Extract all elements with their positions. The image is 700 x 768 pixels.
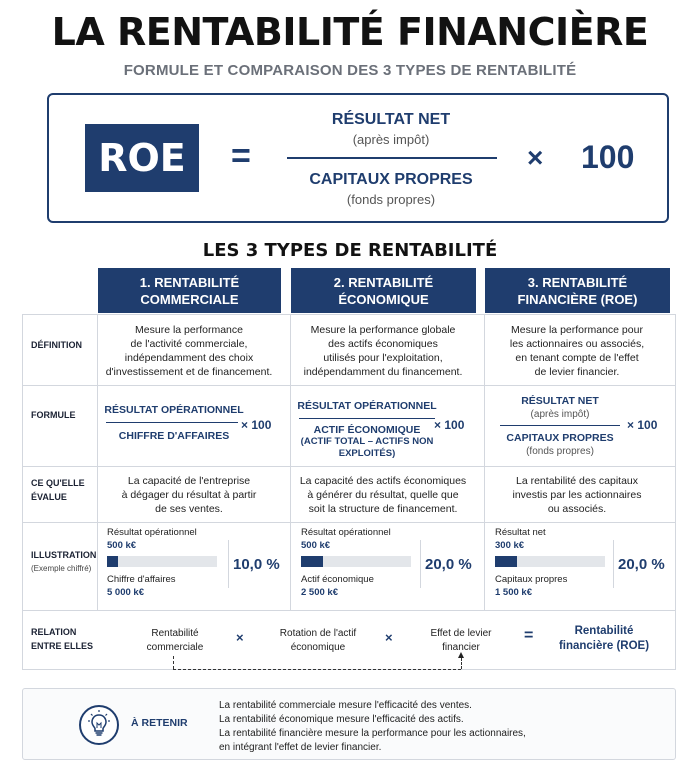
formula-numerator-note: (après impôt) — [530, 409, 590, 420]
fraction-line — [287, 157, 497, 159]
formula-denominator-label: CAPITAUX PROPRES — [506, 432, 614, 444]
numerator-note: (après impôt) — [352, 132, 430, 147]
illustration-bar-fill — [107, 556, 118, 567]
illustration-bottom-label: Capitaux propres — [495, 574, 568, 585]
definition-economique — [294, 323, 472, 379]
row-label-line: ÉVALUE — [31, 492, 67, 502]
relation-connector — [173, 669, 461, 670]
relation-term-economique — [270, 627, 366, 655]
formula-denominator-line: ACTIF ÉCONOMIQUE — [313, 424, 421, 436]
formula-numerator-financiere — [490, 395, 630, 420]
illustration-bottom-value: 1 500 k€ — [495, 587, 532, 598]
text-line: de l'activité commerciale, — [130, 338, 248, 350]
multiplier: 100 — [581, 139, 635, 175]
relation-connector — [173, 656, 174, 669]
illustration-bar — [495, 556, 605, 567]
row-label-line: RELATION — [31, 627, 77, 637]
illustration-separator — [613, 540, 614, 588]
row-label-line: CE QU'ELLE — [31, 478, 85, 488]
row-label-line: ENTRE ELLES — [31, 641, 94, 651]
text-line: indépendamment du financement. — [303, 366, 463, 378]
text-line: de ses ventes. — [155, 503, 223, 515]
section-title: LES 3 TYPES DE RENTABILITÉ — [202, 240, 498, 261]
times-sign: × — [527, 142, 544, 173]
retenir-box — [22, 688, 676, 760]
text-line: les actionnaires ou associés, — [509, 338, 645, 350]
formula-numerator — [285, 111, 497, 147]
illustration-percentage: 20,0 % — [618, 556, 665, 573]
illustration-bar-fill — [301, 556, 323, 567]
text-line: des actifs économiques — [328, 338, 438, 350]
text-line: La rentabilité économique mesure l'efficacité des actifs. — [219, 714, 464, 725]
definition-financiere — [488, 323, 666, 379]
text-line: La rentabilité financière mesure la performance pour les actionnaires, — [219, 728, 526, 739]
text-line: utilisés pour l'exploitation, — [323, 352, 443, 364]
text-line: ou associés. — [547, 503, 607, 515]
relation-operator-times: × — [385, 630, 393, 645]
column-header-economique — [291, 268, 476, 313]
illustration-separator — [420, 540, 421, 588]
text-line: en tenant compte de l'effet — [515, 352, 639, 364]
text-line: Rentabilité — [151, 628, 199, 639]
relation-result — [548, 624, 660, 654]
row-label-definition: DÉFINITION — [31, 340, 82, 350]
text-line: financière (ROE) — [558, 640, 650, 652]
roe-formula-box — [47, 93, 669, 223]
illustration-bottom-label: Actif économique — [301, 574, 374, 585]
text-line: économique — [290, 642, 346, 653]
formula-denominator — [285, 171, 497, 207]
text-line: Mesure la performance globale — [310, 324, 456, 336]
relation-operator-times: × — [236, 630, 244, 645]
text-line: Rentabilité — [574, 625, 634, 637]
illustration-top-value: 500 k€ — [301, 540, 331, 551]
formula-numerator-economique: RÉSULTAT OPÉRATIONNEL — [297, 400, 437, 412]
formula-numerator-label: RÉSULTAT NET — [521, 395, 599, 407]
text-line: Mesure la performance pour — [511, 324, 643, 336]
illustration-bottom-label: Chiffre d'affaires — [107, 574, 176, 585]
row-label-relation — [31, 625, 93, 653]
denominator-label: CAPITAUX PROPRES — [309, 171, 473, 188]
column-header-line: 3. RENTABILITÉ — [527, 274, 628, 290]
roe-badge: ROE — [85, 124, 199, 192]
column-header-financiere — [485, 268, 670, 313]
text-line: Mesure la performance — [135, 324, 243, 336]
text-line: financier — [442, 642, 480, 653]
row-divider — [22, 610, 676, 611]
illustration-top-label: Résultat opérationnel — [301, 527, 391, 538]
column-divider — [484, 314, 485, 610]
evaluates-financiere — [488, 474, 666, 516]
text-line: Rotation de l'actif — [279, 628, 357, 639]
evaluates-economique — [294, 474, 472, 516]
illustration-percentage: 20,0 % — [425, 556, 472, 573]
lightbulb-icon — [79, 705, 119, 745]
formula-times: × 100 — [627, 418, 658, 432]
text-line: investis par les actionnaires — [512, 489, 642, 501]
row-label-illustration — [31, 548, 96, 576]
illustration-top-value: 300 k€ — [495, 540, 525, 551]
row-label-evalue — [31, 476, 85, 504]
column-divider — [290, 314, 291, 610]
column-header-line: 2. RENTABILITÉ — [333, 274, 434, 290]
column-divider — [97, 314, 98, 610]
row-label-note: (Exemple chiffré) — [31, 564, 92, 573]
page-title: LA RENTABILITÉ FINANCIÈRE — [51, 10, 649, 54]
formula-denominator-line: EXPLOITÉS) — [338, 448, 396, 459]
relation-term-commerciale — [130, 627, 220, 655]
text-line: en intégrant l'effet de levier financier. — [219, 742, 382, 753]
equals-sign: = — [231, 137, 251, 175]
formula-denominator-financiere — [490, 432, 630, 458]
illustration-bottom-value: 2 500 k€ — [301, 587, 338, 598]
numerator-label: RÉSULTAT NET — [331, 111, 451, 128]
evaluates-commerciale — [100, 474, 278, 516]
formula-line — [299, 418, 435, 419]
text-line: La capacité de l'entreprise — [127, 475, 251, 487]
text-line: La rentabilité des capitaux — [516, 475, 638, 487]
column-header-line: ÉCONOMIQUE — [338, 291, 429, 307]
text-line: d'investissement et de financement. — [105, 366, 273, 378]
relation-connector — [461, 658, 462, 669]
column-header-line: COMMERCIALE — [140, 291, 239, 307]
text-line: de levier financier. — [534, 366, 620, 378]
row-divider — [22, 466, 676, 467]
arrow-up-icon — [458, 652, 464, 658]
relation-operator-equals: = — [524, 627, 534, 644]
denominator-note: (fonds propres) — [346, 192, 436, 207]
row-label-line: ILLUSTRATION — [31, 550, 97, 560]
row-divider — [22, 522, 676, 523]
text-line: à dégager du résultat à partir — [121, 489, 257, 501]
formula-numerator-commerciale: RÉSULTAT OPÉRATIONNEL — [104, 404, 244, 416]
row-label-formule: FORMULE — [31, 410, 76, 420]
definition-commerciale — [100, 323, 278, 379]
formula-times: × 100 — [241, 418, 272, 432]
illustration-bar — [301, 556, 411, 567]
text-line: La rentabilité commerciale mesure l'efficacité des ventes. — [219, 700, 472, 711]
formula-denominator-commerciale: CHIFFRE D'AFFAIRES — [118, 430, 230, 442]
row-divider — [22, 385, 676, 386]
text-line: commerciale — [146, 642, 204, 653]
relation-term-financiere — [416, 627, 506, 655]
text-line: soit la structure de financement. — [308, 503, 458, 515]
illustration-bar — [107, 556, 217, 567]
text-line: indépendamment des choix — [124, 352, 254, 364]
text-line: Effet de levier — [430, 628, 492, 639]
text-line: à générer du résultat, quelle que — [307, 489, 459, 501]
formula-denominator-economique — [295, 424, 439, 460]
column-header-line: 1. RENTABILITÉ — [139, 274, 240, 290]
illustration-bar-fill — [495, 556, 517, 567]
formula-line — [106, 422, 238, 423]
retenir-text — [219, 699, 526, 755]
illustration-percentage: 10,0 % — [233, 556, 280, 573]
text-line: La capacité des actifs économiques — [299, 475, 467, 487]
retenir-label: À RETENIR — [131, 717, 188, 729]
formula-times: × 100 — [434, 418, 465, 432]
illustration-bottom-value: 5 000 k€ — [107, 587, 144, 598]
illustration-top-label: Résultat opérationnel — [107, 527, 197, 538]
column-header-commerciale — [98, 268, 281, 313]
illustration-top-label: Résultat net — [495, 527, 546, 538]
formula-denominator-line: (ACTIF TOTAL – ACTIFS NON — [300, 436, 434, 447]
illustration-separator — [228, 540, 229, 588]
illustration-top-value: 500 k€ — [107, 540, 137, 551]
formula-line — [500, 425, 620, 426]
page-subtitle: FORMULE ET COMPARAISON DES 3 TYPES DE RENTABILITÉ — [123, 62, 577, 79]
formula-denominator-note: (fonds propres) — [526, 446, 594, 457]
column-header-line: FINANCIÈRE (ROE) — [517, 291, 638, 307]
